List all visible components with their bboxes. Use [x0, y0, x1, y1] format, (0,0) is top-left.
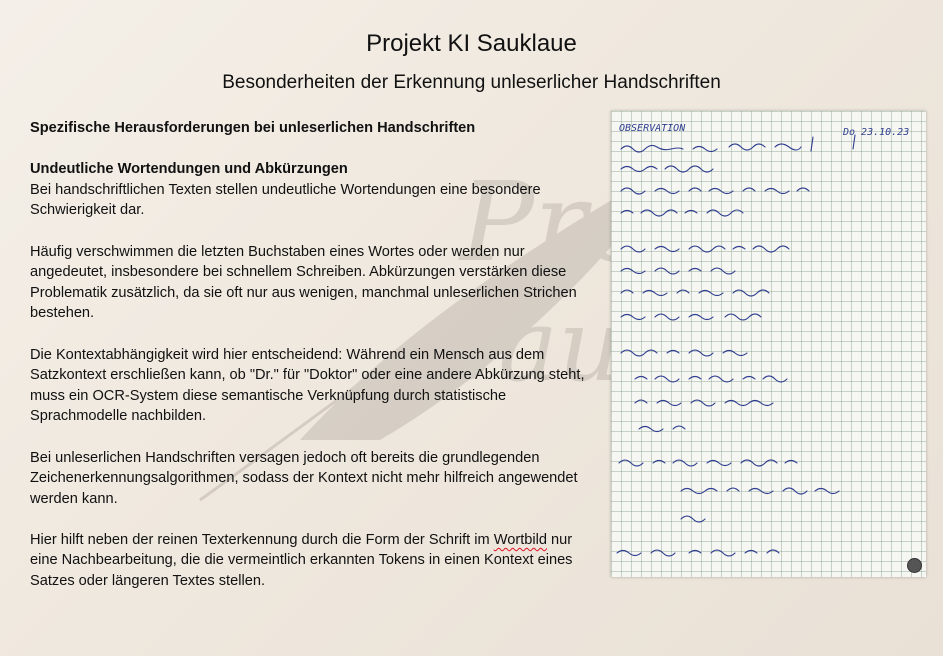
- note-header-right: Do 23.10.23: [843, 127, 910, 138]
- paragraph-5-start: Hier hilft neben der reinen Texterkennung durch die Form der Schrift im: [30, 531, 494, 548]
- handwriting-scribble-icon: [611, 111, 926, 577]
- paragraph-5-end: nur eine Nachbearbeitung, die die vermeintlich erkannten Tokens in einen Kontext eines Satzes oder längeren Textes stellen.: [30, 531, 573, 590]
- content-heading: Spezifische Herausforderungen bei unleserlichen Handschriften: [30, 120, 476, 136]
- note-header-left: OBSERVATION: [619, 123, 686, 134]
- corner-mark-icon: [907, 558, 922, 573]
- paragraph-2: Häufig verschwimmen die letzten Buchstaben eines Wortes oder werden nur angedeutet, insbesondere bei schnellem Schreiben. Abkürzungen verstärken diese Problematik zusätzlich, da sie oft nur aus wenigen, manchmal unleserlichen Strichen bestehen.: [30, 243, 577, 322]
- section-title: Undeutliche Wortendungen und Abkürzungen: [30, 161, 348, 178]
- text-column: [30, 118, 600, 612]
- handwritten-note-image: [611, 111, 926, 577]
- page-subtitle: Besonderheiten der Erkennung unleserlicher Handschriften: [222, 72, 721, 93]
- page-title: Projekt KI Sauklaue: [366, 30, 577, 57]
- spellcheck-flagged-word: Wortbild: [493, 531, 547, 548]
- paragraph-5: [30, 530, 600, 592]
- paragraph-4: Bei unleserlichen Handschriften versagen jedoch oft bereits die grundlegenden Zeichenerkennungsalgorithmen, sodass der Kontext nicht mehr hilfreich angewendet werden kann.: [30, 449, 578, 507]
- paragraph-3: Die Kontextabhängigkeit wird hier entscheidend: Während ein Mensch aus dem Satzkontext erschließen kann, ob "Dr." für "Doktor" oder eine andere Abkürzung steht, muss ein OCR-System diese semantische Verknüpfung durch statistische Sprachmodelle nachbilden.: [30, 346, 585, 425]
- paragraph-1: Bei handschriftlichen Texten stellen undeutliche Wortendungen eine besondere Schwierigkeit dar.: [30, 181, 541, 219]
